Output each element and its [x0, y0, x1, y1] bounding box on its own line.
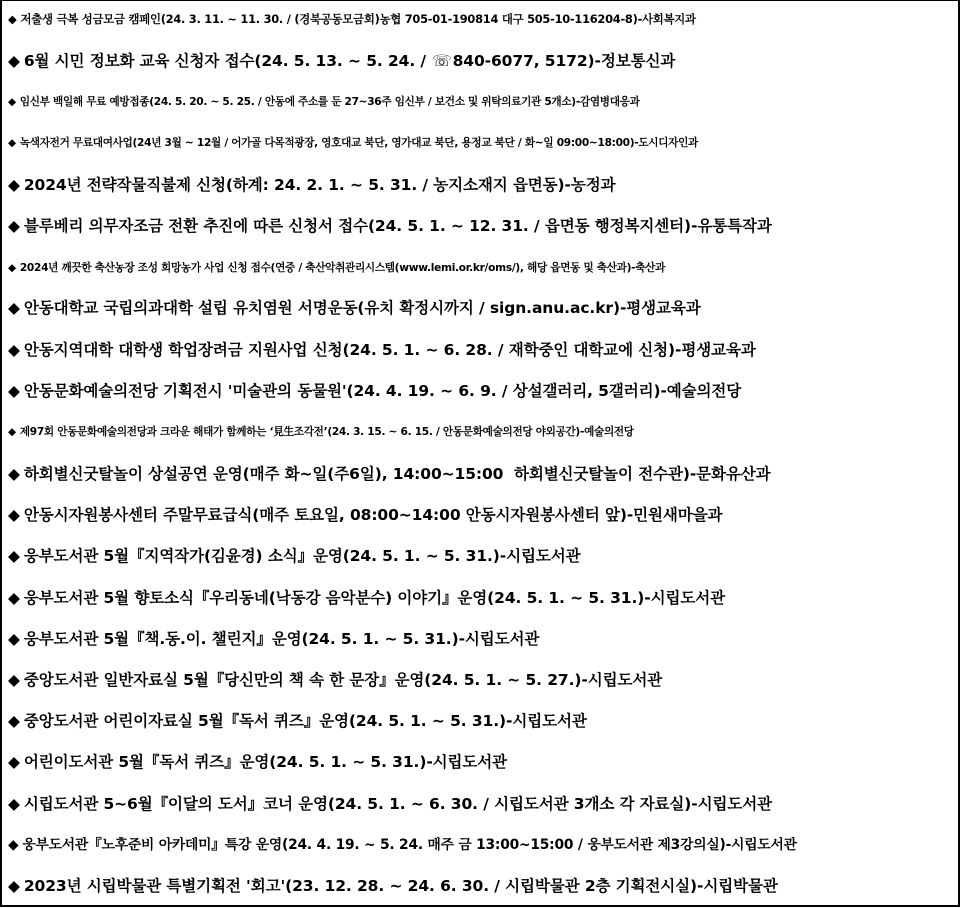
diamond-bullet-icon: ◆ [8, 671, 20, 689]
diamond-bullet-icon: ◆ [8, 262, 16, 274]
notice-text: 840-6077, 5172)-정보통신과 [452, 52, 676, 70]
diamond-bullet-icon: ◆ [8, 630, 20, 648]
diamond-bullet-icon: ◆ [8, 12, 17, 26]
notice-text: 웅부도서관 5월 향토소식『우리동네(낙동강 음악분수) 이야기』운영(24. 5. 1. ~ 5. 31.)-시립도서관 [23, 589, 725, 607]
notice-text: 제97회 안동문화예술의전당과 크라운 해태가 함께하는 ‘見生조각전’(24. 3. 15. ~ 6. 15. / 안동문화예술의전당 야외공간)-예술의전당 [19, 426, 634, 438]
notice-text: 안동시자원봉사센터 주말무료급식(매주 토요일, 08:00~14:00 안동시자원봉사센터 앞)-민원새마을과 [23, 506, 723, 524]
diamond-bullet-icon: ◆ [8, 176, 20, 194]
diamond-bullet-icon: ◆ [8, 137, 16, 149]
diamond-bullet-icon: ◆ [8, 547, 20, 565]
notice-text: 하회별신굿탈놀이 상설공연 운영(매주 화~일(주6일), 14:00~15:00 하회별신굿탈놀이 전수관)-문화유산과 [23, 465, 771, 483]
notice-item [8, 789, 958, 819]
notice-item [8, 293, 958, 323]
notice-text: 6월 시민 정보화 교육 신청자 접수(24. 5. 13. ~ 5. 24. / [23, 52, 432, 70]
notice-item [8, 624, 958, 654]
notice-text: 안동문화예술의전당 기획전시 '미술관의 동물원'(24. 4. 19. ~ 6. 9. / 상설갤러리, 5갤러리)-예술의전당 [23, 382, 742, 400]
notice-text: 중앙도서관 어린이자료실 5월『독서 퀴즈』운영(24. 5. 1. ~ 5. 31.)-시립도서관 [23, 712, 587, 730]
notice-text: 웅부도서관 5월『책.동.이. 챌린지』운영(24. 5. 1. ~ 5. 31.)-시립도서관 [23, 630, 540, 648]
notice-text: 저출생 극복 성금모금 캠페인(24. 3. 11. ~ 11. 30. / (경북공동모금회)농협 705-01-190814 대구 505-10-116204-8)-사회복지과 [20, 12, 696, 26]
notice-text: 시립도서관 5~6월『이달의 도서』코너 운영(24. 5. 1. ~ 6. 30. / 시립도서관 3개소 각 자료실)-시립도서관 [23, 795, 772, 813]
diamond-bullet-icon: ◆ [8, 96, 16, 108]
notice-text: 안동지역대학 대학생 학업장려금 지원사업 신청(24. 5. 1. ~ 6. 28. / 재학중인 대학교에 신청)-평생교육과 [23, 341, 756, 359]
telephone-icon: ☏ [432, 52, 452, 70]
diamond-bullet-icon: ◆ [8, 382, 20, 400]
notice-item [8, 46, 958, 76]
notice-text: 녹색자전거 무료대여사업(24년 3월 ~ 12월 / 어가골 다목적광장, 영호대교 북단, 영가대교 북단, 용정교 북단 / 화~일 09:00~18:00)-도시디자인과 [19, 137, 698, 149]
notice-item [8, 4, 958, 34]
diamond-bullet-icon: ◆ [8, 465, 20, 483]
notice-item [8, 128, 958, 158]
diamond-bullet-icon: ◆ [8, 837, 19, 853]
notice-text: 2024년 깨끗한 축산농장 조성 희망농가 사업 신청 접수(연중 / 축산악취관리시스템(www.lemi.or.kr/oms/), 해당 읍면동 및 축산과)-축산과 [19, 262, 666, 274]
diamond-bullet-icon: ◆ [8, 52, 20, 70]
notice-text: 블루베리 의무자조금 전환 추진에 따른 신청서 접수(24. 5. 1. ~ 12. 31. / 읍면동 행정복지센터)-유통특작과 [23, 217, 772, 235]
notice-item [8, 747, 958, 777]
diamond-bullet-icon: ◆ [8, 753, 20, 771]
notice-item [8, 211, 958, 241]
diamond-bullet-icon: ◆ [8, 877, 20, 895]
diamond-bullet-icon: ◆ [8, 426, 16, 438]
notice-item [8, 583, 958, 613]
diamond-bullet-icon: ◆ [8, 712, 20, 730]
notice-item [8, 253, 958, 283]
notice-text: 웅부도서관 5월『지역작가(김윤경) 소식』운영(24. 5. 1. ~ 5. 31.)-시립도서관 [23, 547, 581, 565]
notice-text: 2024년 전략작물직불제 신청(하계: 24. 2. 1. ~ 5. 31. / 농지소재지 읍면동)-농정과 [23, 176, 616, 194]
notice-text: 임신부 백일해 무료 예방접종(24. 5. 20. ~ 5. 25. / 안동에 주소를 둔 27~36주 임신부 / 보건소 및 위탁의료기관 5개소)-감염병대응과 [19, 96, 640, 108]
notice-item [8, 335, 958, 365]
notice-text: 안동대학교 국립의과대학 설립 유치염원 서명운동(유치 확정시까지 / sign.anu.ac.kr)-평생교육과 [23, 299, 701, 317]
diamond-bullet-icon: ◆ [8, 795, 20, 813]
notice-item [8, 706, 958, 736]
diamond-bullet-icon: ◆ [8, 589, 20, 607]
diamond-bullet-icon: ◆ [8, 506, 20, 524]
notice-item [8, 500, 958, 530]
notice-item [8, 170, 958, 200]
notice-item [8, 417, 958, 447]
notice-item [8, 87, 958, 117]
notice-item [8, 830, 958, 860]
notice-item [8, 871, 958, 901]
notice-item [8, 376, 958, 406]
notice-text: 중앙도서관 일반자료실 5월『당신만의 책 속 한 문장』운영(24. 5. 1. ~ 5. 27.)-시립도서관 [23, 671, 663, 689]
notice-text: 2023년 시립박물관 특별기획전 '회고'(23. 12. 28. ~ 24. 6. 30. / 시립박물관 2층 기획전시실)-시립박물관 [23, 877, 778, 895]
diamond-bullet-icon: ◆ [8, 341, 20, 359]
diamond-bullet-icon: ◆ [8, 217, 20, 235]
notice-item [8, 459, 958, 489]
notice-text: 어린이도서관 5월『독서 퀴즈』운영(24. 5. 1. ~ 5. 31.)-시립도서관 [23, 753, 508, 771]
diamond-bullet-icon: ◆ [8, 299, 20, 317]
notice-item [8, 541, 958, 571]
notice-text: 웅부도서관『노후준비 아카데미』특강 운영(24. 4. 19. ~ 5. 24. 매주 금 13:00~15:00 / 웅부도서관 제3강의실)-시립도서관 [22, 837, 797, 853]
notice-item [8, 665, 958, 695]
